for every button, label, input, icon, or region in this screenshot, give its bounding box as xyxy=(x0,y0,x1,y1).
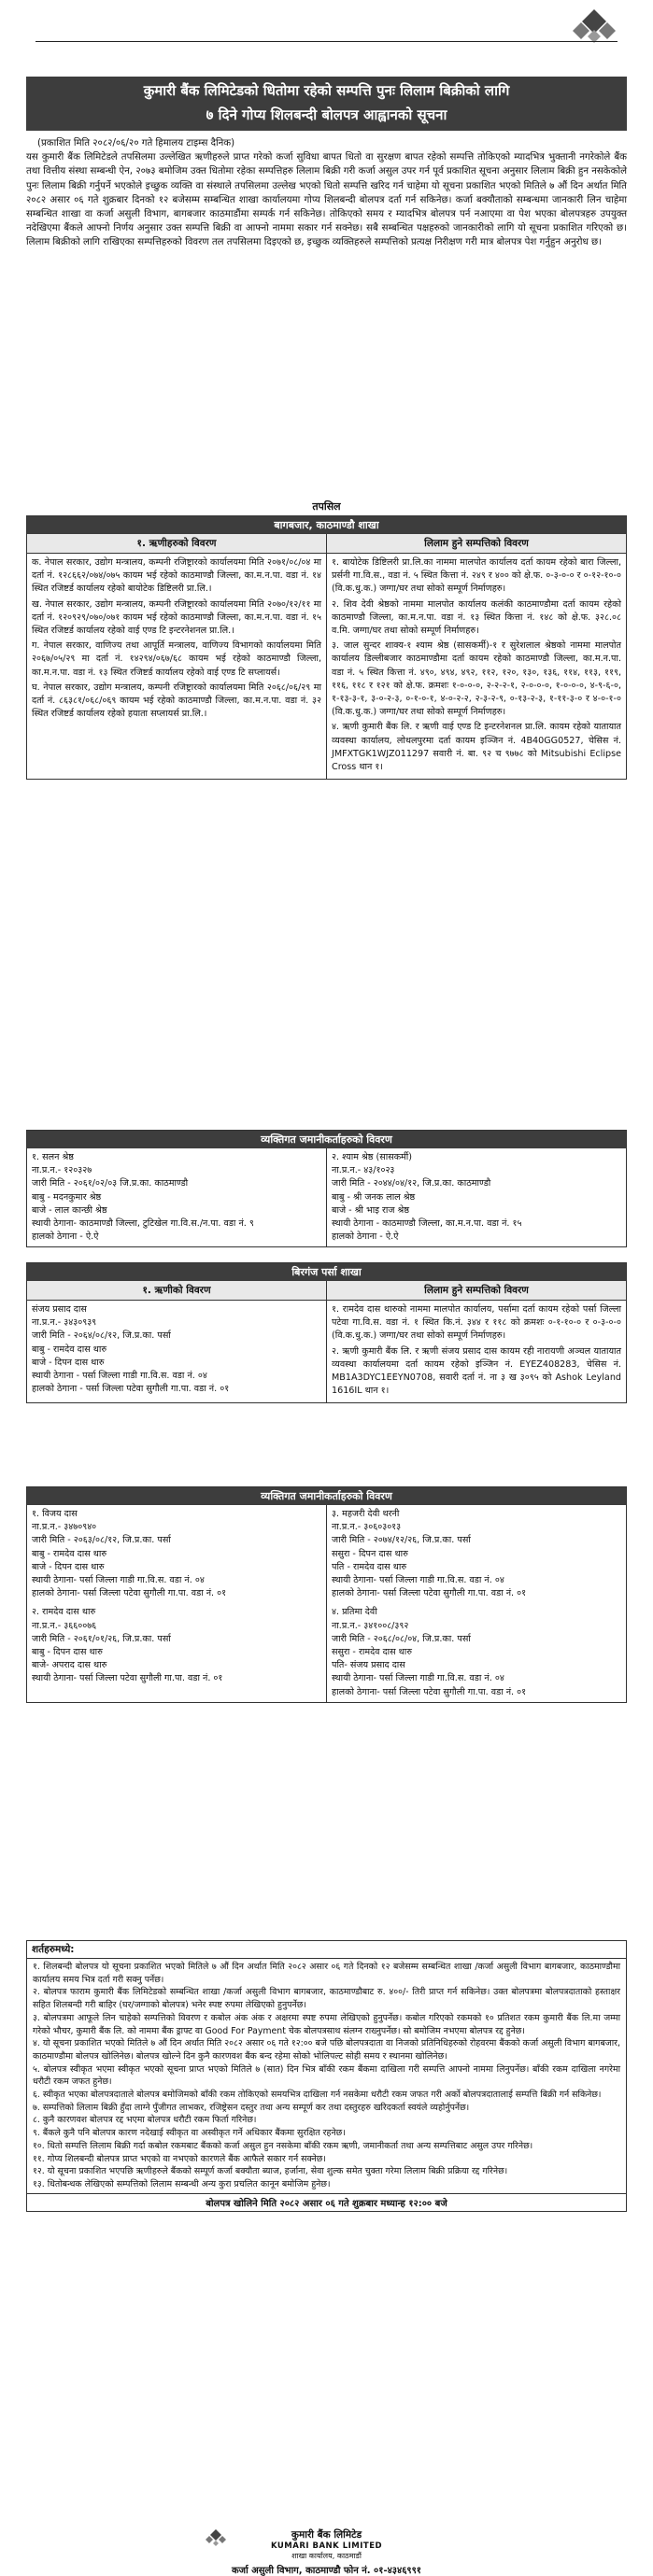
term-item: १०. धितो सम्पत्ति लिलाम बिक्री गर्दा कबोल रकमबाट बैंकको कर्जा असुल हुन नसकेमा बाँकी रकम ऋणी, जमानीकर्ता तथा अन्य सम्पत्तिबाट असुल उपर गरिनेछ। xyxy=(33,2140,533,2151)
notice-title xyxy=(26,77,627,131)
guarantor-entry: ३. महजरी देवी थरनी ना.प्र.न.- ३०६०३०१३ जारी मिति - २०७४/१२/२६, जि.प्र.का. पर्सा ससुरा - दिपन दास थारु पति - रामदेव दास थारु स्थायी ठेगाना- पर्सा जिल्ला गाडी गा.वि.स. वडा नं. ०४ हालको ठेगाना- पर्सा जिल्ला पटेवा सुगौली गा.पा. वडा नं. ०१ xyxy=(332,1509,527,1599)
term-item: ७. सम्पत्तिको लिलाम बिक्री हुँदा लाग्ने पुँजीगत लाभकर, रजिष्ट्रेसन दस्तुर तथा अन्य सम्पूर्ण कर तथा दस्तुरहरु खरिदकर्ता स्वयंले व्यहोर्नुपर्नेछ। xyxy=(33,2102,470,2113)
borrower-item: क. नेपाल सरकार, उद्योग मन्त्रालय, कम्पनी रजिष्ट्रारको कार्यालयमा मिति २०७१/०८/०४ मा दर्ता नं. १२८६६२/०७४/०७५ कायम भई रहेको काठमाण्डौ जिल्ला, का.म.न.पा. वडा नं. १४ स्थित रजिष्टर्ड कार्यालय रहेको बायोटेक डिष्टिलरी प्रा.लि.। xyxy=(32,557,321,595)
term-item: ५. बोलपत्र स्वीकृत भएमा स्वीकृत भएको सूचना प्राप्त भएको मितिले ७ (सात) दिन भित्र बाँकी रकम बैंकमा दाखिला गरी सम्पत्ति आफ्नो नाममा लिनुपर्नेछ। बाँकी रकम दाखिला नगरेमा धरौटी रकम जफत हुनेछ। xyxy=(33,2063,620,2088)
contact-line: कर्जा असुली विभाग, काठमाण्डौ फोन नं. ०१-४३४६९९१ xyxy=(231,2566,422,2576)
branch-section-bagbazar xyxy=(26,515,627,780)
borrower-list xyxy=(27,554,326,725)
term-item: २. बोलपत्र फाराम कुमारी बैंक लिमिटेडको सम्बन्धित शाखा /कर्जा असुली विभाग बागबजार, काठमाण्डौबाट रु. ४००/- तिरी प्राप्त गर्न सकिनेछ। उक्त बोलपत्रमा बोलपत्रदाताको हस्ताक्षर सहित शिलबन्दी गरी बाहिर (घर/जग्गाको बोलपत्र) भनेर स्पष्ट रुपमा लेखिएको हुनुपर्नेछ। xyxy=(33,1987,620,2011)
terms-title: शर्तहरुमध्ये: xyxy=(27,1941,626,1959)
guarantor-header: व्यक्तिगत जमानीकर्ताहरुको विवरण xyxy=(27,1487,626,1505)
bid-opening-date: बोलपत्र खोलिने मिति २०८२ असार ०६ गते शुक्रबार मध्यान्ह १२:०० बजे xyxy=(27,2193,626,2211)
term-item: १. शिलबन्दी बोलपत्र यो सूचना प्रकाशित भएको मितिले ७ औं दिन अर्थात मिति २०८२ असार ०६ गते दिनको १२ बजेसम्म सम्बन्धित शाखा /कर्जा असुली विभाग बागबजार, काठमाण्डौमा कार्यालय समय भित्र दर्ता गरी सक्नु पर्नेछ। xyxy=(33,1962,620,1985)
tapsil-heading: तपसिल xyxy=(312,500,341,513)
bank-tagline: शाखा कार्यालय, काठमाडौं xyxy=(291,2552,362,2560)
borrower-column-header: १. ऋणीहरुको विवरण xyxy=(27,534,326,554)
guarantor-entry: ४. प्रतिमा देवी ना.प्र.न.- ३४१००८/३९२ जारी मिति - २०६८/०८/०४, जि.प्र.का. पर्सा ससुरा - रामदेव दास थारु पति- संजय प्रसाद दास स्थायी ठेगाना- पर्सा जिल्ला गाडी गा.वि.स. वडा नं. ०४ हालको ठेगाना- पर्सा जिल्ला पटेवा सुगौली गा.पा. वडा नं. ०१ xyxy=(332,1607,527,1697)
property-item: २. ऋणी कुमारी बैंक लि. र ऋणी संजय प्रसाद दास कायम रही नारायणी अञ्चल यातायात व्यवस्था कार्यालयमा दर्ता कायम रहेको इञ्जिन नं. EYEZ408283, चेसिस नं. MB1A3DYC1EEYN0708, सवारी दर्ता नं. ना ३ ख ३०९५ को Ashok Leyland 1616IL थान १। xyxy=(332,1345,621,1397)
guarantor-section-2 xyxy=(26,1486,627,1703)
guarantor-entry: २. रामदेव दास थारु ना.प्र.न.- ३६६००७६ जारी मिति - २०६१/०१/२६, जि.प्र.का. पर्सा बाबु - दिपन दास थारु बाजे- अपराद दास थारु स्थायी ठेगाना- पर्सा जिल्ला पटेवा सुगौली गा.पा. वडा नं. ०१ xyxy=(32,1607,223,1684)
guarantor-entry: १. सलन श्रेष्ठ ना.प्र.न.- १२०३२७ जारी मिति - २०६१/०२/०३ जि.प्र.का. काठमाण्डौ बाबु - मदनकुमार श्रेष्ठ बाजे - लाल कान्छी श्रेष्ठ स्थायी ठेगाना- काठमाण्डौ जिल्ला, टुटिखेल गा.वि.स./न.पा. वडा नं. ९ हालको ठेगाना - ऐ.ऐ xyxy=(32,1152,254,1243)
title-line-2: ७ दिने गोप्य शिलबन्दी बोलपत्र आह्वानको सूचना xyxy=(206,106,447,123)
terms-list xyxy=(27,1959,626,2193)
notice-body xyxy=(26,136,627,250)
term-item: ११. गोप्य शिलबन्दी बोलपत्र प्राप्त भएको वा नभएको कारणले बैंक आफैले सकार गर्न सक्नेछ। xyxy=(33,2153,326,2164)
term-item: ४. यो सूचना प्रकाशित भएको मितिले ७ औं दिन अर्थात मिति २०८२ असार ०६ गते १२:०० बजे पछि बोलपत्रदाता वा निजको प्रतिनिधिहरुको रोहवरमा बैंकको कर्जा असुली विभाग बागबजार, काठमाण्डौमा बोलपत्र खोलिनेछ। बोलपत्र खोल्ने दिन कुनै कारणवश बैंक बन्द रहेमा सोको भोलिपल्ट सोही समय र स्थानमा खोलिनेछ। xyxy=(33,2038,620,2062)
borrower-item: घ. नेपाल सरकार, उद्योग मन्त्रालय, कम्पनी रजिष्ट्रारको कार्यालयमा मिति २०६८/०६/२९ मा दर्ता नं. ८६३८१/०६८/०६९ कायम भई रहेको काठमाण्डौ जिल्ला, का.म.न.पा. वडा नं. ३२ स्थित रजिष्टर्ड कार्यालय रहेको हयाता सप्लायर्स प्रा.लि.। xyxy=(32,682,321,720)
property-item: ३. जाल सुन्दर शाक्य-१ श्याम श्रेष्ठ (सासकर्मी)-१ र सुरेशलाल श्रेष्ठको नाममा मालपोत कार्यालय डिल्लीबजार काठमाण्डौमा दर्ता कायम रहेको काठमाण्डौ जिल्ला, का.म.न.पा. वडा नं. ५ स्थित कित्ता नं. ४९०, ४९४, ४९२, ११२, १२०, १३०, १३६, ११४, ११३, ११९, ११६, ११८ र १२१ को क्षे.फ. क्रमशः १-०-०-०, २-२-२-१, २-०-०-०, १-०-०-०, ४-९-६-०, १-१३-३-१, ३-०-२-३, ०-१-०-१, ४-०-२-२, २-३-२-९, ०-१३-२-३, १-११-३-० र ४-०-१-० (वि.क.धु.क.) जग्गा/घर तथा सोको सम्पूर्ण निर्माणहरु। xyxy=(332,640,621,718)
guarantor-header: व्यक्तिगत जमानीकर्ताहरुको विवरण xyxy=(27,1131,626,1148)
bank-name-english: KUMARI BANK LIMITED xyxy=(270,2541,383,2551)
borrower-item: ग. नेपाल सरकार, वाणिज्य तथा आपूर्ति मन्त्रालय, वाणिज्य विभागको कार्यालयमा मिति २०६७/०५/२९ मा दर्ता नं. १४२९४/०६७/६८ कायम भई रहेको काठमाण्डौ जिल्ला, का.म.न.पा. वडा नं. १३ स्थित रजिष्टर्ड कार्यालय रहेको वाई एण्ड टि सप्लायर्स। xyxy=(32,640,321,678)
borrower-column-header: १. ऋणीको विवरण xyxy=(27,1281,326,1301)
property-item: १. बायोटेक डिष्टिलरी प्रा.लि.का नाममा मालपोत कार्यालय दर्ता कायम रहेको बारा जिल्ला, प्रर्सनी गा.वि.स., वडा नं. ५ स्थित कित्ता नं. २४९ र ४०० को क्षे.फ. ०-३-०-० र ०-१२-१०-० (वि.क.धु.क.) जग्गा/घर तथा सोको सम्पूर्ण निर्माणहरु। xyxy=(332,557,621,595)
top-rule xyxy=(35,41,618,42)
bank-name-nepali: कुमारी बैंक लिमिटेड xyxy=(291,2529,362,2541)
term-item: १२. यो सूचना प्रकाशित भएपछि ऋणीहरुले बैंकको सम्पूर्ण कर्जा बक्यौता ब्याज, हर्जाना, सेवा शुल्क समेत चुक्ता गरेमा लिलाम बिक्री प्रक्रिया रद्द गरिनेछ। xyxy=(33,2166,508,2177)
property-column-header: लिलाम हुने सम्पत्तिको विवरण xyxy=(327,1281,626,1301)
borrower-item: ख. नेपाल सरकार, उद्योग मन्त्रालय, कम्पनी रजिष्ट्रारको कार्यालयमा मिति २०७०/१२/११ मा दर्ता नं. १२०९२९/०७०/०७१ कायम भई रहेको काठमाण्डौ जिल्ला, का.म.न.पा. वडा नं. १५ स्थित रजिष्टर्ड कार्यालय रहेको वाई एण्ड टि इन्टरनेशनल प्रा.लि.। xyxy=(32,598,321,637)
guarantor-entry: १. विजय दास ना.प्र.न.- ३४७०९४० जारी मिति - २०६३/०८/१२, जि.प्र.का. पर्सा बाबु - रामदेव दास थारु बाजे - दिपन दास थारु स्थायी ठेगाना- पर्सा जिल्ला गाडी गा.वि.स. वडा नं. ०४ हालको ठेगाना- पर्सा जिल्ला पटेवा सुगौली गा.पा. वडा नं. ०१ xyxy=(32,1509,227,1599)
bank-footer xyxy=(0,2528,653,2576)
property-list xyxy=(327,1301,626,1402)
guarantor-section-1 xyxy=(26,1130,627,1247)
term-item: १३. धितोबन्धक लेखिएको सम्पत्तिको लिलाम सम्बन्धी अन्य कुरा प्रचलित कानून बमोजिम हुनेछ। xyxy=(33,2178,331,2189)
property-list xyxy=(327,554,626,779)
branch-section-birgunj xyxy=(26,1262,627,1403)
branch-name: बागबजार, काठमाण्डौ शाखा xyxy=(27,516,626,534)
term-item: ८. कुनै कारणवश बोलपत्र रद्द भएमा बोलपत्र धरौटी रकम फिर्ता गरिनेछ। xyxy=(33,2115,257,2126)
property-column-header: लिलाम हुने सम्पत्तिको विवरण xyxy=(327,534,626,554)
term-item: ६. स्वीकृत भएका बोलपत्रदाताले बोलपत्र बमोजिमको बाँकी रकम तोकिएको समयभित्र दाखिला गर्न नसकेमा धरौटी रकम जफत गरी अर्को बोलपत्रदातालाई सम्पत्ति बिक्री गर्न सकिनेछ। xyxy=(33,2090,602,2101)
title-line-1: कुमारी बैंक लिमिटेडको धितोमा रहेको सम्पत्ति पुनः लिलाम बिक्रीको लागि xyxy=(143,82,510,99)
borrower-entry: संजय प्रसाद दास ना.प्र.न.- ३४३०९३९ जारी मिति - २०६४/०८/१२, जि.प्र.का. पर्सा बाबु - रामदेव दास थारु बाजे - दिपन दास थारु स्थायी ठेगाना - पर्सा जिल्ला गाडी गा.वि.स. वडा नं. ०४ हालको ठेगाना - पर्सा जिल्ला पटेवा सुगौली गा.पा. वडा नं. ०१ xyxy=(32,1304,230,1395)
property-item: ४. ऋणी कुमारी बैंक लि. र ऋणी वाई एण्ड टि इन्टरनेशनल प्रा.लि. कायम रहेको यातायात व्यवस्था कार्यालय, लोथलपुरमा दर्ता कायम इञ्जिन नं. 4B40GG0527, चेसिस नं. JMFXTGK1WJZ011297 सवारी नं. बा. ९२ च ९७७८ को Mitsubishi Eclipse Cross थान १। xyxy=(332,722,621,773)
kumari-diamond-logo-icon xyxy=(569,7,619,45)
terms-section xyxy=(26,1940,627,2212)
term-item: ३. बोलपत्रमा आफूले लिन चाहेको सम्पत्तिको विवरण र कबोल अंक अंक र अक्षरमा स्पष्ट रुपमा लेखिएको हुनुपर्नेछ। कबोल गरिएको रकमको १० प्रतिशत रकम कुमारी बैंक लि.मा जम्मा गरेको भौचर, कुमारी बैंक लि. को नाममा बैंक ड्राफ्ट वा Good For Payment चेक बोलपत्रसाथ संलग्न राख्नुपर्नेछ। सो बमोजिम नभएमा बोलपत्र रद्द हुनेछ। xyxy=(33,2012,620,2036)
term-item: ९. बैंकले कुनै पनि बोलपत्र कारण नदेखाई स्वीकृत वा अस्वीकृत गर्ने अधिकार बैंकमा सुरक्षित रहनेछ। xyxy=(33,2128,346,2139)
notice-paragraph: यस कुमारी बैंक लिमिटेडले तपसिलमा उल्लेखित ऋणीहरुले प्राप्त गरेको कर्जा सुविधा बापत धितो वा सुरक्षण बापत रहेको सम्पत्ति तोकिएको म्यादभित्र भुक्तानी नगरेकोले बैंक तथा वित्तीय संस्था सम्बन्धी ऐन, २०७३ बमोजिम उक्त धितोमा रहेका सम्पत्तिहरु लिलाम बिक्री गरी कर्जा असुल उपर गर्न पूर्व प्रकाशित सूचना अनुसार लिलाम बिक्री हुन नसकेकोले पुनः लिलाम बिक्री गर्नुपर्ने भएकोले इच्छुक व्यक्ति वा संस्थाले तपसिलमा उल्लेख भएको धितो सम्पत्ति खरिद गर्न चाहेमा यो सूचना प्रकाशित भएको मितिले ७ औं दिन अर्थात मिति २०८२ असार ०६ गते शुक्रबार दिनको १२ बजेसम्म सम्बन्धित शाखा कार्यालयमा गोप्य शिलबन्दी बोलपत्र दर्ता गर्न सकिनेछ। कर्जा बक्यौताको सम्बन्धमा जानकारी लिन चाहेमा सम्बन्धित शाखा वा कर्जा असुली विभाग, बागबजार काठमाडौंमा सम्पर्क गर्न सकिनेछ। तोकिएको समय र म्यादभित्र बोलपत्र पर्न नआएमा वा पेश भएका बोलपत्रहरु उपयुक्त नदेखिएमा बैंकले आफ्नो निर्णय अनुसार उक्त सम्पत्ति बिक्री वा आफ्नो नाममा सकार गर्न सक्नेछ। सबै सम्बन्धित पक्षहरुको जानकारीको लागि यो सूचना प्रकाशित गरिएको छ। लिलाम बिक्रीको लागि राखिएका सम्पत्तिहरुको विवरण तल तपसिलमा दिइएको छ, इच्छुक व्यक्तिहरुले सम्पत्तिको प्रत्यक्ष निरीक्षण गरी मात्र बोलपत्र पेश गर्नुहुन अनुरोध छ। xyxy=(26,152,627,248)
property-item: २. शिव देवी श्रेष्ठको नाममा मालपोत कार्यालय कलंकी काठमाण्डौमा दर्ता कायम रहेको काठमाण्डौ जिल्ला, का.म.न.पा. वडा नं. १३ स्थित कित्ता नं. १४८ को क्षे.फ. ३२८.०८ व.मि. जग्गा/घर तथा सोको सम्पूर्ण निर्माणहरु। xyxy=(332,598,621,637)
branch-name: बिरगंज पर्सा शाखा xyxy=(27,1263,626,1281)
guarantor-entry: २. श्याम श्रेष्ठ (सासकर्मी) ना.प्र.न.- ४३/१०२३ जारी मिति - २०४४/०४/१२, जि.प्र.का. काठमाण्डौ बाबु - श्री जनक लाल श्रेष्ठ बाजे - श्री भाइ राज श्रेष्ठ स्थायी ठेगाना - काठमाण्डौ जिल्ला, का.म.न.पा. वडा नं. १५ हालको ठेगाना - ऐ.ऐ xyxy=(332,1152,522,1243)
property-item: १. रामदेव दास थारुको नाममा मालपोत कार्यालय, पर्सामा दर्ता कायम रहेको पर्सा जिल्ला पटेवा गा.वि.स. वडा नं. १ स्थित कि.नं. ३४४ र ११८ को क्रमशः ०-१-१०-० र ०-३-०-० (वि.क.धु.क.) जग्गा/घर तथा सोको सम्पूर्ण निर्माणहरु। xyxy=(332,1304,621,1342)
notice-intro: (प्रकाशित मिति २०८२/०६/२० गते हिमालय टाइम्स दैनिक) xyxy=(37,138,235,148)
